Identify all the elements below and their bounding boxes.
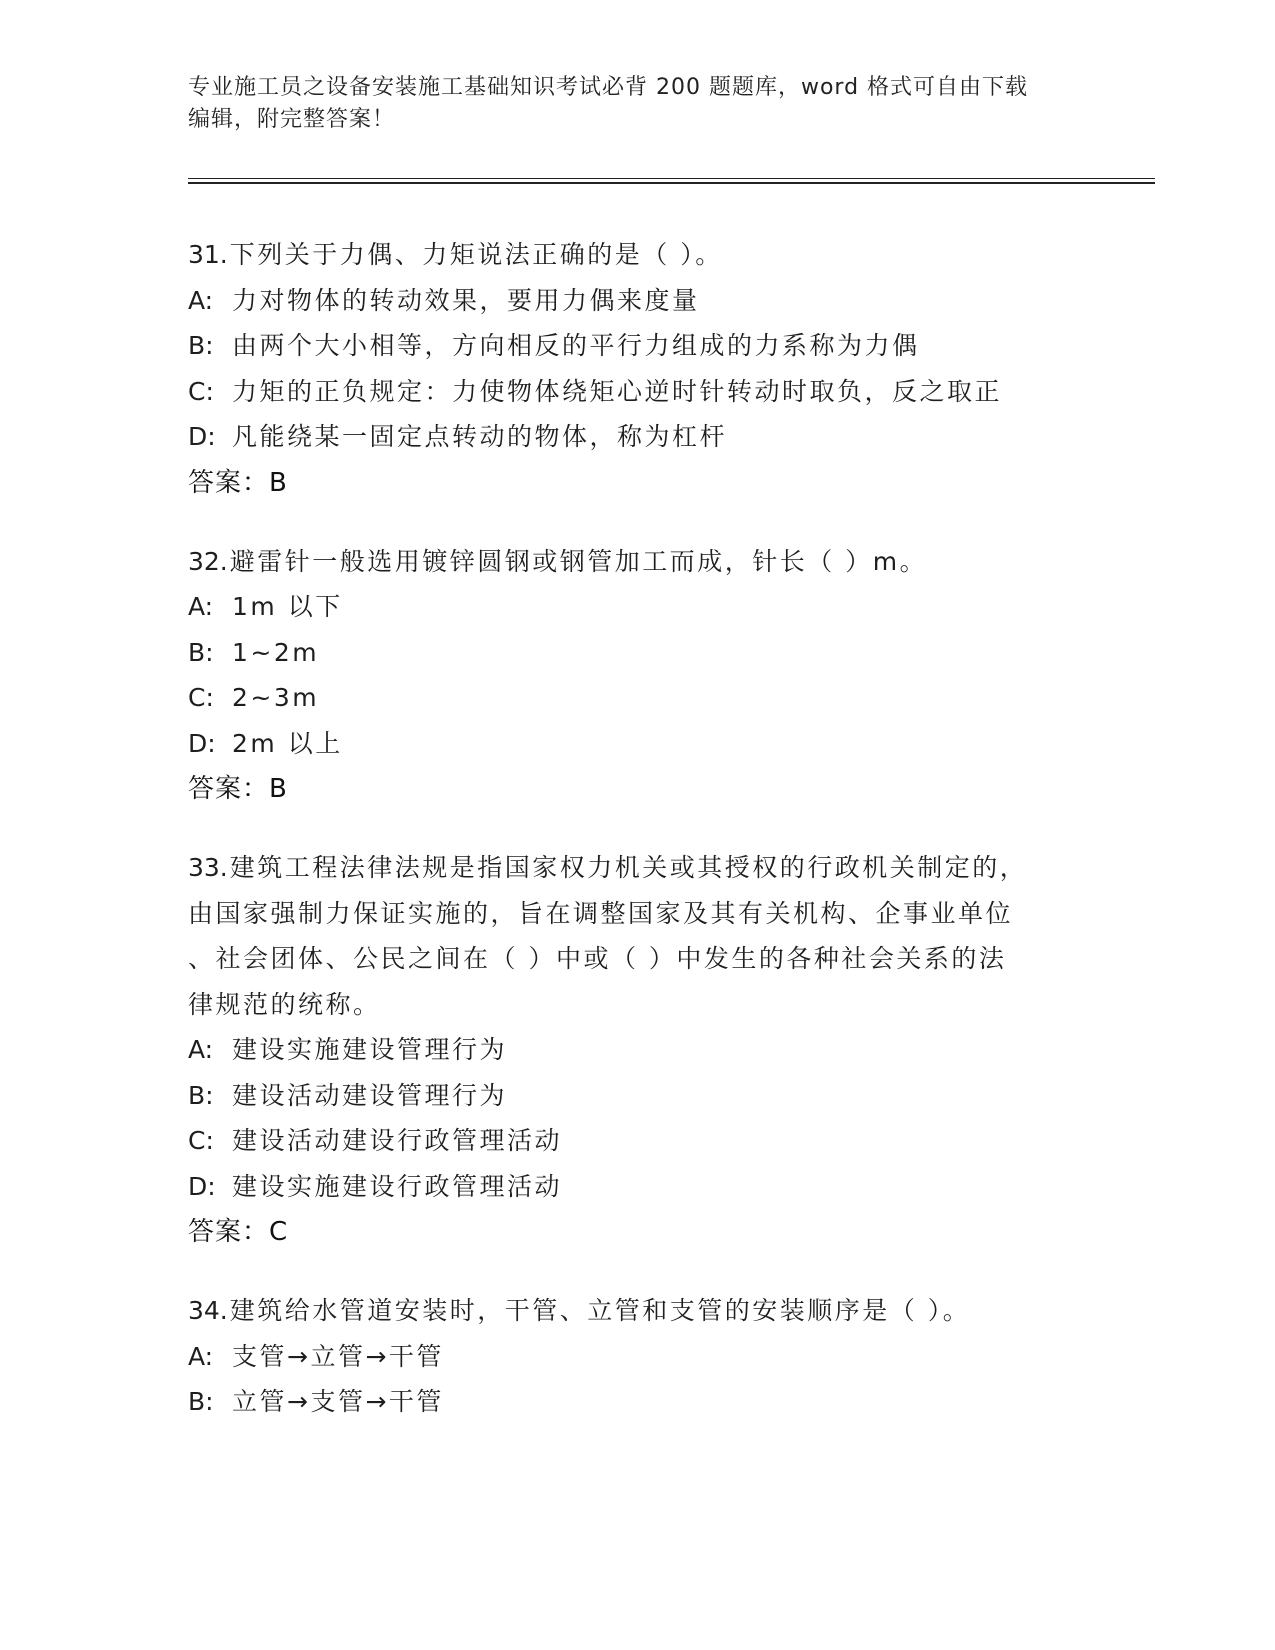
header-divider-top (188, 178, 1155, 179)
question-number: 32. (188, 546, 228, 576)
option-b (188, 323, 1148, 369)
option-text: 凡能绕某一固定点转动的物体，称为杠杆 (232, 422, 728, 451)
option-c (188, 369, 1148, 415)
question-text-continued: 、社会团体、公民之间在（ ）中或（ ）中发生的各种社会关系的法 (188, 944, 1007, 973)
option-a (188, 278, 1148, 324)
option-key: D: (188, 1171, 216, 1201)
question-text: 建筑给水管道安装时，干管、立管和支管的安装顺序是（ ）。 (229, 1296, 971, 1325)
option-key: A: (188, 1035, 214, 1064)
option-key: B: (188, 637, 214, 667)
answer-line: 答案：B (188, 774, 288, 804)
option-key: C: (188, 683, 214, 712)
option-b (188, 630, 1148, 676)
option-text: 由两个大小相等，方向相反的平行力组成的力系称为力偶 (232, 331, 920, 360)
option-d (188, 721, 1148, 767)
header-divider-bottom (188, 182, 1155, 184)
question-number: 31. (188, 240, 228, 269)
header-line-2: 编辑，附完整答案！ (188, 107, 396, 132)
option-key: A: (188, 1341, 214, 1371)
option-text: 支管→立管→干管 (232, 1341, 444, 1371)
option-text: 建设实施建设行政管理活动 (232, 1171, 563, 1201)
question-33 (188, 845, 1148, 1255)
question-stem (188, 1288, 1148, 1334)
question-stem (188, 232, 1148, 278)
option-b (188, 1073, 1148, 1119)
question-text: 建筑工程法律法规是指国家权力机关或其授权的行政机关制定的， (229, 853, 1028, 882)
question-text-continued: 由国家强制力保证实施的，旨在调整国家及其有关机构、企事业单位 (188, 898, 1014, 928)
option-a (188, 584, 1148, 630)
option-key: C: (188, 376, 214, 406)
option-key: A: (188, 285, 214, 315)
question-text: 下列关于力偶、力矩说法正确的是（ ）。 (229, 240, 723, 269)
option-key: D: (188, 728, 216, 758)
option-b (188, 1379, 1148, 1425)
question-34 (188, 1288, 1148, 1425)
document-header (188, 72, 1088, 136)
option-text: 建设实施建设管理行为 (232, 1035, 508, 1064)
answer-line: 答案：C (188, 1217, 289, 1247)
option-text: 1~2m (232, 637, 320, 667)
option-key: A: (188, 592, 214, 621)
header-line-1: 专业施工员之设备安装施工基础知识考试必背 200 题题库，word 格式可自由下载 (188, 75, 1029, 100)
option-a (188, 1027, 1148, 1073)
question-number: 34. (188, 1296, 228, 1325)
question-list (188, 232, 1148, 1458)
question-31 (188, 232, 1148, 506)
question-stem (188, 845, 1148, 891)
option-d (188, 1164, 1148, 1210)
option-key: D: (188, 422, 216, 451)
option-c (188, 1118, 1148, 1164)
option-key: C: (188, 1126, 214, 1155)
option-text: 建设活动建设行政管理活动 (232, 1126, 563, 1155)
answer-line: 答案：B (188, 467, 288, 498)
option-text: 立管→支管→干管 (232, 1387, 444, 1416)
option-a (188, 1334, 1148, 1380)
question-text-continued: 律规范的统称。 (188, 989, 381, 1019)
option-key: B: (188, 1387, 214, 1416)
option-text: 力矩的正负规定：力使物体绕矩心逆时针转动时取负，反之取正 (232, 376, 1003, 406)
question-32 (188, 539, 1148, 813)
option-text: 力对物体的转动效果，要用力偶来度量 (232, 285, 700, 315)
question-text: 避雷针一般选用镀锌圆钢或钢管加工而成，针长（ ）m。 (229, 546, 928, 576)
option-key: B: (188, 1080, 214, 1110)
question-stem (188, 539, 1148, 585)
option-key: B: (188, 331, 214, 360)
option-text: 2~3m (232, 683, 320, 712)
option-text: 2m 以上 (232, 728, 343, 758)
option-text: 建设活动建设管理行为 (232, 1080, 508, 1110)
option-text: 1m 以下 (232, 592, 343, 621)
question-number: 33. (188, 853, 228, 882)
option-c (188, 675, 1148, 721)
option-d (188, 414, 1148, 460)
